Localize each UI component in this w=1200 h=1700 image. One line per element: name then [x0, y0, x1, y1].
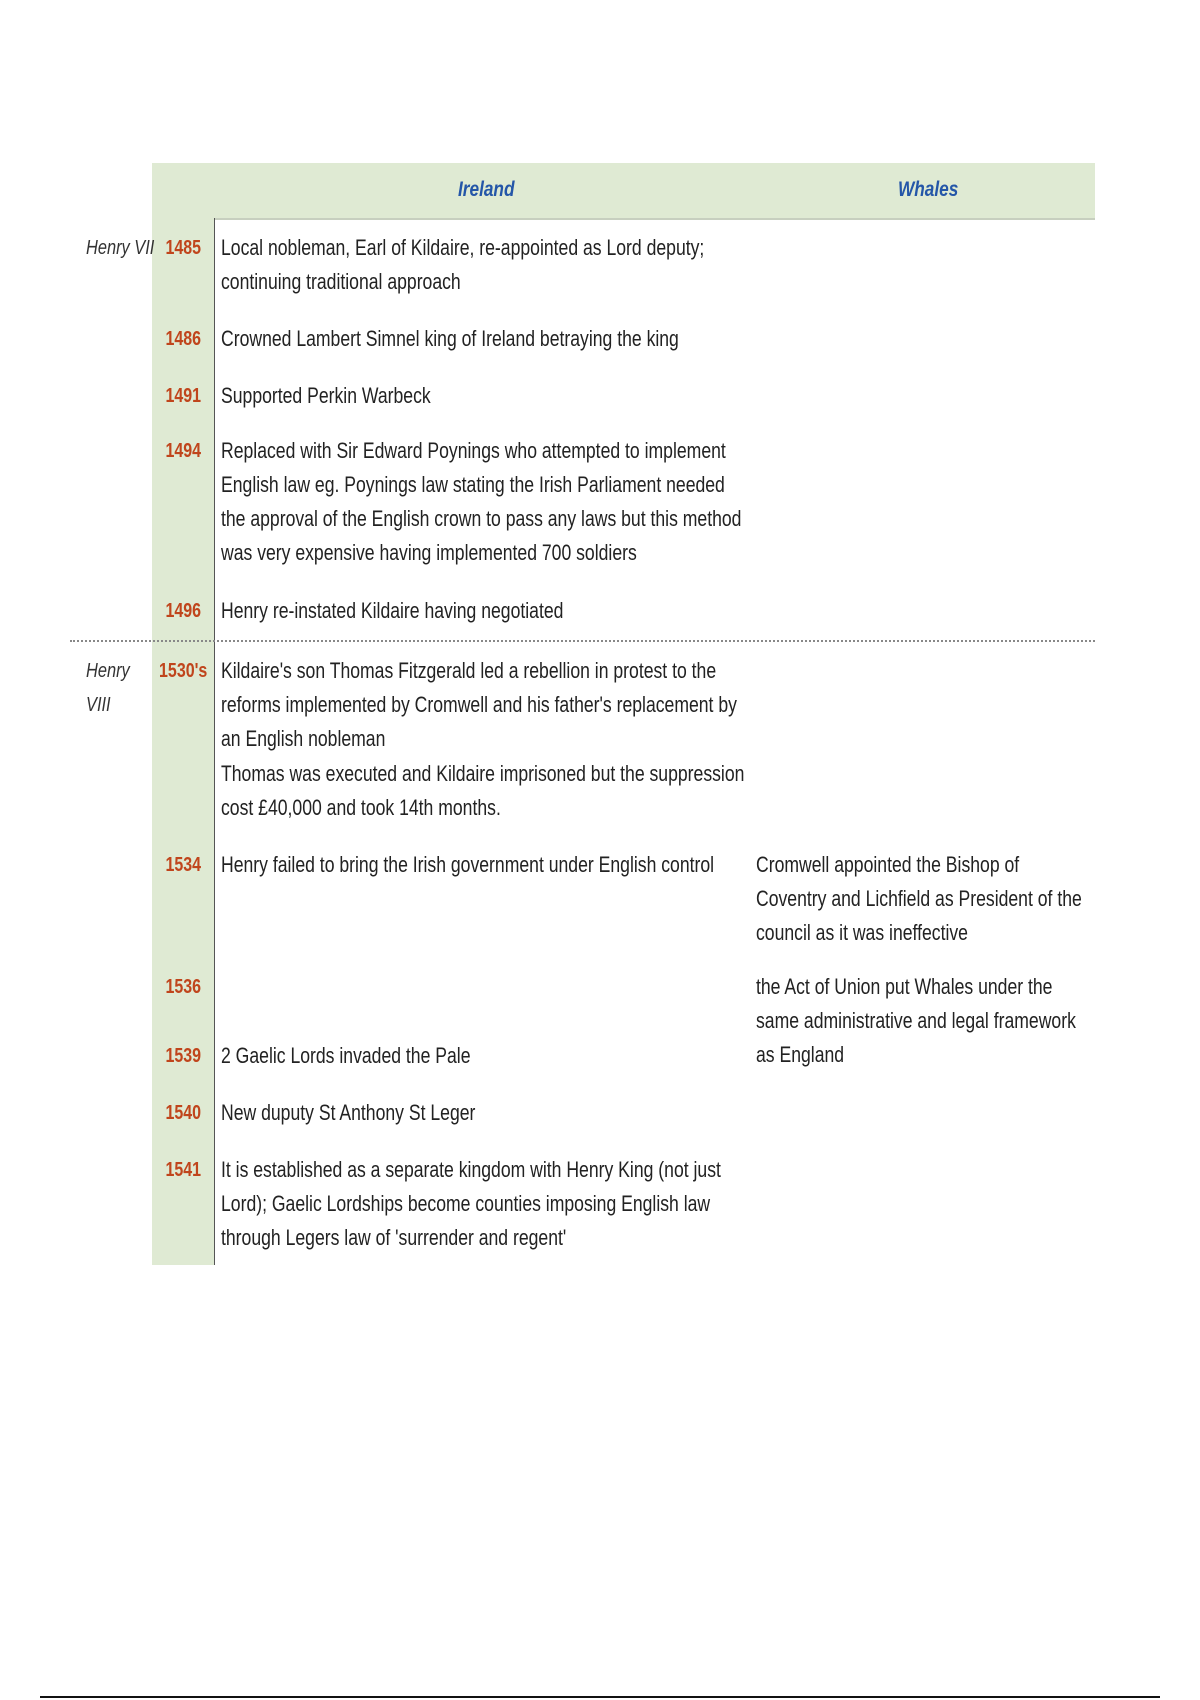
year-label: [152, 231, 214, 265]
year-label: [152, 1039, 214, 1073]
year-text: 1534: [165, 854, 201, 876]
ireland-entry: Henry re-instated Kildaire having negotiated: [221, 598, 564, 623]
ireland-entry: Local nobleman, Earl of Kildaire, re-appointed as Lord deputy; continuing traditional approach: [221, 235, 705, 294]
wales-entry: the Act of Union put Whales under the same administrative and legal framework as England: [756, 974, 1076, 1067]
year-label: [152, 322, 214, 356]
year-label: [152, 1096, 214, 1130]
year-label: [152, 848, 214, 882]
year-text: 1485: [165, 237, 201, 259]
wales-entry: Cromwell appointed the Bishop of Coventry and Lichfield as President of the council as it was ineffective: [756, 852, 1082, 945]
column-divider: [214, 218, 215, 1265]
year-label: [152, 434, 214, 468]
year-text: 1494: [165, 440, 201, 462]
ireland-entry: Henry failed to bring the Irish government under English control: [221, 852, 715, 877]
year-text: 1541: [165, 1159, 201, 1181]
ireland-entry-continued: Thomas was executed and Kildaire imprisoned but the suppression cost £40,000 and took 14th months.: [221, 761, 745, 820]
year-label: [152, 1153, 214, 1187]
reign-henry-vii: Henry VII: [86, 237, 155, 259]
ireland-entry: Crowned Lambert Simnel king of Ireland betraying the king: [221, 326, 679, 351]
ireland-entry: 2 Gaelic Lords invaded the Pale: [221, 1043, 471, 1068]
year-text: 1540: [165, 1102, 201, 1124]
year-label: [152, 654, 214, 688]
reign-divider: [70, 640, 1095, 642]
ireland-entry: Kildaire's son Thomas Fitzgerald led a rebellion in protest to the reforms implemented by Cromwell and his father's replacement by an English nobleman: [221, 658, 737, 751]
table-header: [214, 163, 1095, 220]
reign-henry-viii-line2: VIII: [86, 694, 111, 716]
ireland-entry: New duputy St Anthony St Leger: [221, 1100, 476, 1125]
year-label: [152, 379, 214, 413]
ireland-entry: Replaced with Sir Edward Poynings who attempted to implement English law eg. Poynings law stating the Irish Parliament needed the approval of the English crown to pass any laws but this method was very expensive having implemented 700 soldiers: [221, 438, 742, 565]
year-label: [152, 594, 214, 628]
header-wales: Whales: [898, 178, 959, 201]
page-bottom-rule: [40, 1696, 1160, 1698]
header-ireland: Ireland: [458, 178, 515, 201]
year-text: 1486: [165, 328, 201, 350]
ireland-entry: It is established as a separate kingdom with Henry King (not just Lord); Gaelic Lordships become counties imposing English law through Legers law of 'surrender and regent': [221, 1157, 721, 1250]
ireland-entry: Supported Perkin Warbeck: [221, 383, 431, 408]
year-text: 1530's: [158, 660, 208, 682]
reign-henry-viii-line1: Henry: [86, 660, 130, 682]
year-text: 1536: [165, 976, 201, 998]
year-text: 1539: [165, 1045, 201, 1067]
year-label: [152, 970, 214, 1004]
year-text: 1496: [165, 600, 201, 622]
year-text: 1491: [165, 385, 201, 407]
